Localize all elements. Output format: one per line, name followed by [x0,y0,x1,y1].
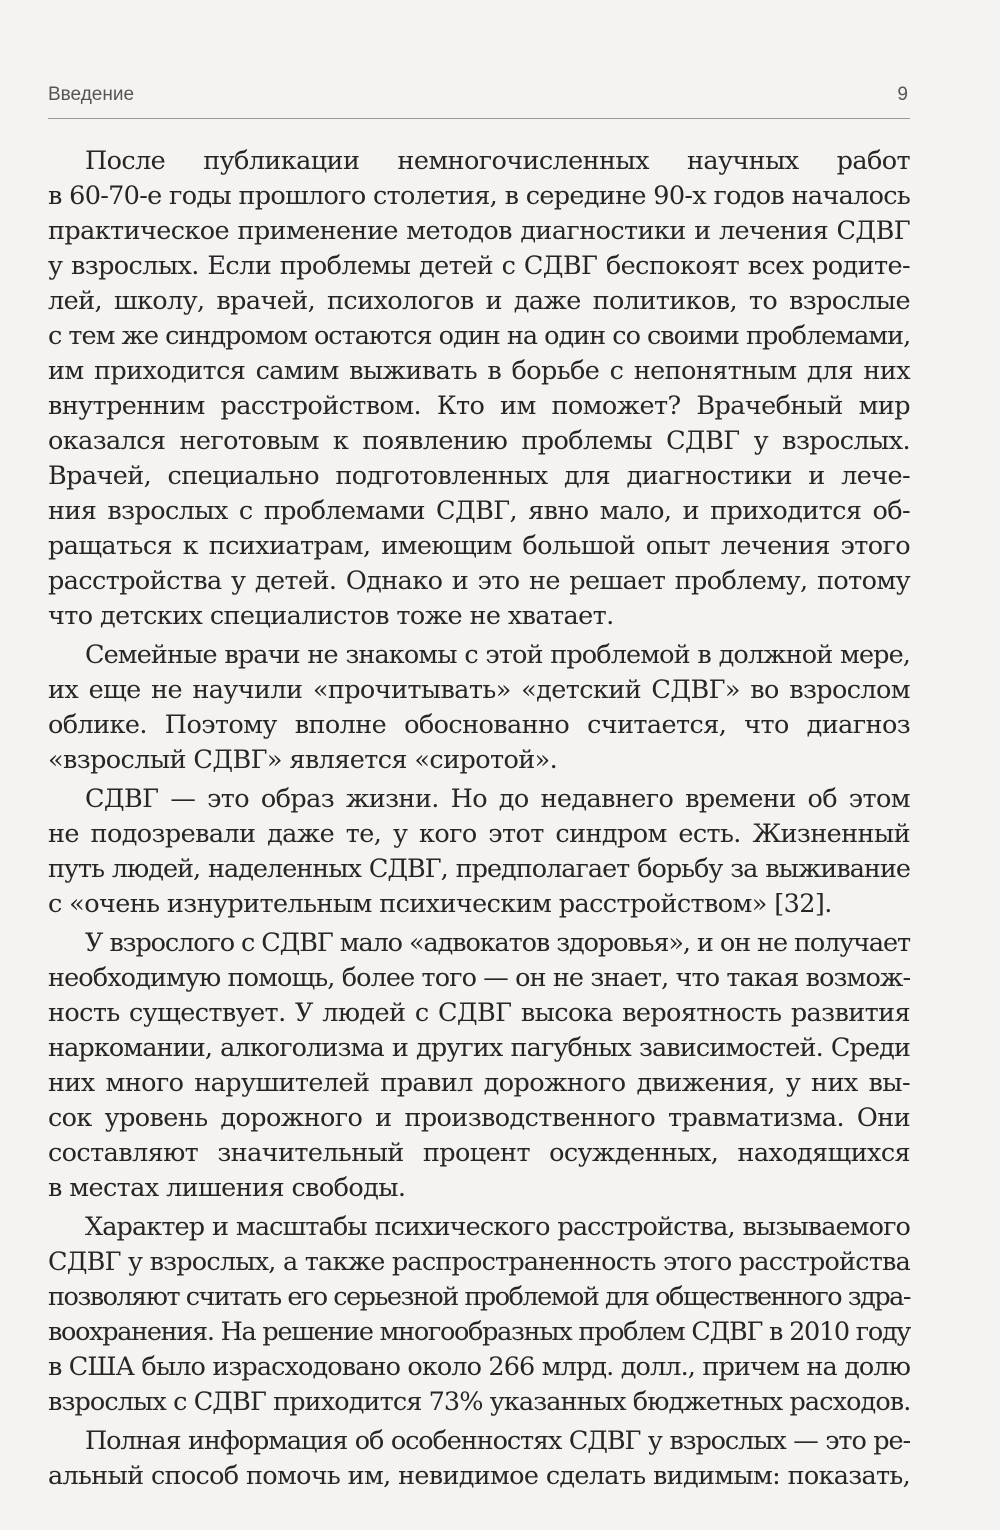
text-line: путь людей, наделенных СДВГ, предполагает борьбу за выживание [48,854,910,884]
running-header [48,82,910,119]
text-line: Семейные врачи не знакомы с этой проблемой в должной мере, [85,640,910,670]
text-line: сок уровень дорожного и производственного травматизма. Они [48,1103,910,1133]
text-line: составляют значительный процент осужденных, находящихся [48,1138,910,1168]
text-line: оказался неготовым к появлению проблемы СДВГ у взрослых. [48,426,910,456]
text-line: ращаться к психиатрам, имеющим большой опыт лечения этого [48,531,910,561]
text-line: практическое применение методов диагностики и лечения СДВГ [48,216,910,246]
text-line: им приходится самим выживать в борьбе с непонятным для них [48,356,910,386]
text-line: наркомании, алкоголизма и других пагубных зависимостей. Среди [48,1033,910,1063]
text-line: их еще не научили «прочитывать» «детский СДВГ» во взрослом [48,675,910,705]
text-line: необходимую помощь, более того — он не знает, что такая возмож- [48,963,911,993]
text-line: После публикации немногочисленных научных работ [85,146,910,176]
paragraph [48,782,910,922]
text-line: в местах лишения свободы. [48,1173,406,1203]
paragraph [48,1424,910,1494]
paragraph [48,926,910,1206]
text-line: ность существует. У людей с СДВГ высока вероятность развития [48,998,910,1028]
body-text [48,144,910,1498]
text-line: взрослых с СДВГ приходится 73% указанных бюджетных расходов. [48,1387,911,1417]
text-line: лей, школу, врачей, психологов и даже политиков, то взрослые [48,286,910,316]
page-number: 9 [897,84,908,105]
text-line: не подозревали даже те, у кого этот синдром есть. Жизненный [48,819,910,849]
text-line: «взрослый СДВГ» является «сиротой». [48,745,558,775]
text-line: что детских специалистов тоже не хватает. [48,601,614,631]
text-line: в 60-70-е годы прошлого столетия, в середине 90-х годов началось [48,181,910,211]
text-line: расстройства у детей. Однако и это не решает проблему, потому [48,566,910,596]
text-line: Характер и масштабы психического расстройства, вызываемого [85,1212,910,1242]
text-line: у взрослых. Если проблемы детей с СДВГ беспокоят всех родите- [48,251,910,281]
paragraph [48,1210,910,1420]
text-line: облике. Поэтому вполне обоснованно считается, что диагноз [48,710,910,740]
text-line: в США было израсходовано около 266 млрд. долл., причем на долю [48,1352,910,1382]
text-line: У взрослого с СДВГ мало «адвокатов здоровья», и он не получает [85,928,910,958]
text-line: Врачей, специально подготовленных для диагностики и лече- [48,461,910,491]
text-line: альный способ помочь им, невидимое сделать видимым: показать, [48,1461,910,1491]
text-line: позволяют считать его серьезной проблемой для общественного здра- [48,1282,910,1312]
paragraph [48,638,910,778]
text-line: внутренним расстройством. Кто им поможет? Врачебный мир [48,391,910,421]
text-line: СДВГ у взрослых, а также распространенность этого расстройства [48,1247,910,1277]
text-line: с «очень изнурительным психическим расстройством» [32]. [48,889,832,919]
text-line: них много нарушителей правил дорожного движения, у них вы- [48,1068,910,1098]
text-line: ния взрослых с проблемами СДВГ, явно мало, и приходится об- [48,496,910,526]
paragraph [48,144,910,634]
text-line: СДВГ — это образ жизни. Но до недавнего времени об этом [85,784,910,814]
section-title: Введение [48,84,135,105]
text-line: воохранения. На решение многообразных проблем СДВГ в 2010 году [48,1317,910,1347]
text-line: Полная информация об особенностях СДВГ у взрослых — это ре- [85,1426,910,1456]
text-line: с тем же синдромом остаются один на один со своими проблемами, [48,321,911,351]
